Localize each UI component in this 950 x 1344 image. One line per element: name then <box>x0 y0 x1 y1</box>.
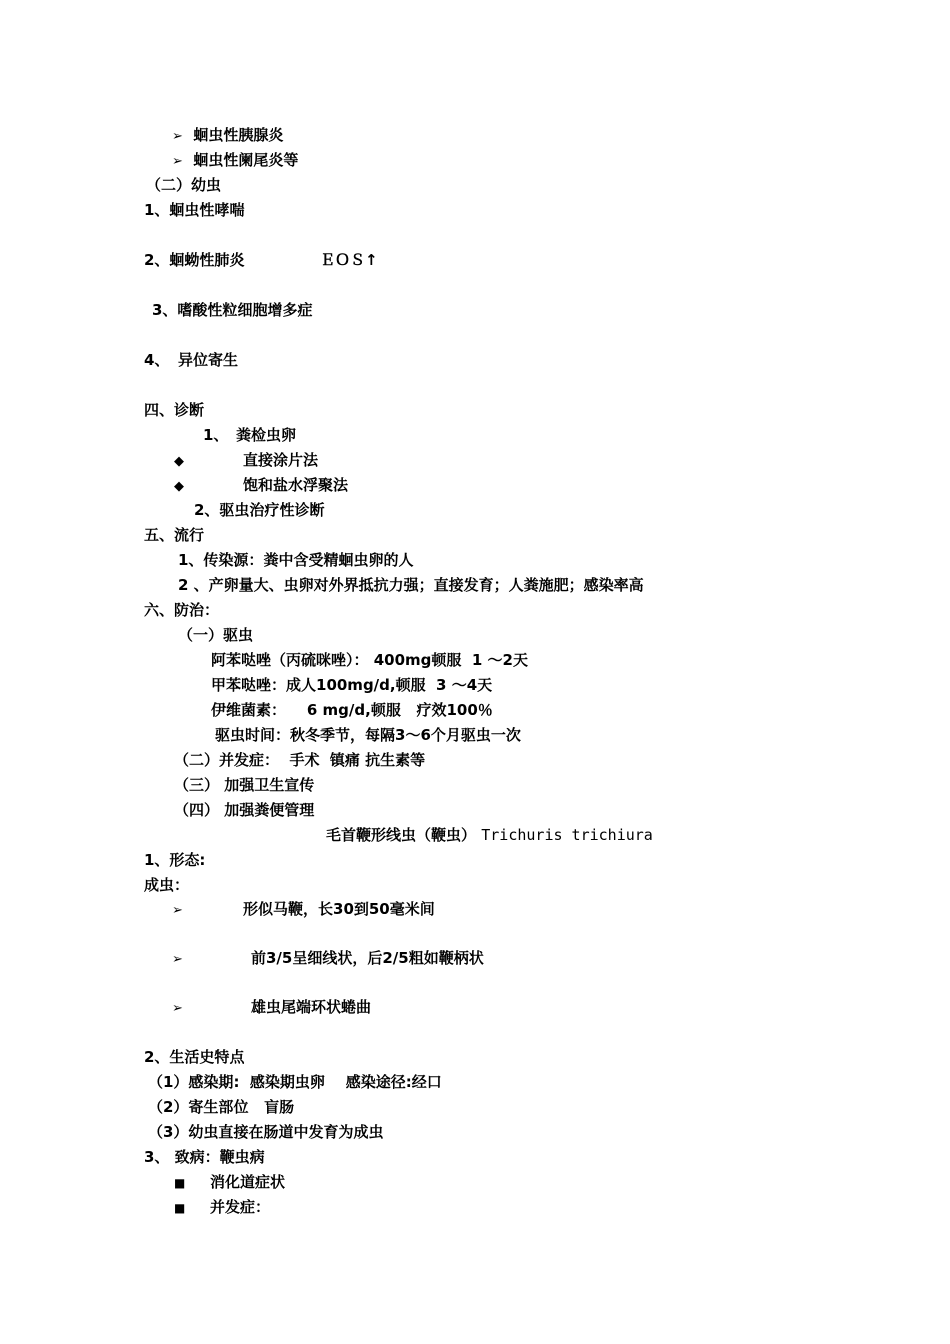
list-item: （3）幼虫直接在肠道中发育为成虫 <box>148 1123 384 1141</box>
subsection-heading: （一）驱虫 <box>178 626 254 644</box>
page-title <box>326 825 653 845</box>
list-item-text: 并发症： <box>210 1198 271 1216</box>
section-heading: 2、生活史特点 <box>144 1048 245 1066</box>
list-item-text: 消化道症状 <box>210 1173 286 1191</box>
list-item-text: 蛔虫性阑尾炎等 <box>193 151 299 169</box>
bullet-item <box>172 125 283 147</box>
title-chinese: 毛首鞭形线虫（鞭虫） <box>326 826 477 844</box>
list-item: 粪检虫卵 <box>236 426 297 444</box>
list-item-text: 雄虫尾端环状蜷曲 <box>251 998 372 1016</box>
list-item-text: 形似马鞭，长30到50毫米间 <box>243 900 435 918</box>
triangle-bullet-icon: ➢ <box>172 154 183 169</box>
square-bullet-icon: ■ <box>174 1176 186 1190</box>
triangle-bullet-icon: ➢ <box>172 1001 183 1016</box>
subsection-heading: （四） 加强粪便管理 <box>174 801 315 819</box>
list-item: 3、嗜酸性粒细胞增多症 <box>152 301 313 319</box>
bullet-item <box>172 899 183 921</box>
section-heading: 五、流行 <box>144 526 205 544</box>
bullet-item <box>172 948 183 970</box>
subsection-heading: 成虫： <box>144 876 190 894</box>
list-item-number: 1、 <box>203 426 229 444</box>
diamond-bullet-icon: ◆ <box>174 454 184 469</box>
bullet-item <box>174 1197 185 1218</box>
drug-item: 伊维菌素： 6 mg/d,顿服 疗效100％ <box>211 701 493 719</box>
drug-item: 驱虫时间：秋冬季节，每隔3～6个月驱虫一次 <box>215 726 521 744</box>
triangle-bullet-icon: ➢ <box>172 903 183 918</box>
square-bullet-icon: ■ <box>174 1201 186 1215</box>
section-heading: 3、 致病：鞭虫病 <box>144 1148 265 1166</box>
section-heading: 六、防治： <box>144 601 220 619</box>
list-item: 1、传染源：粪中含受精蛔虫卵的人 <box>178 551 414 569</box>
section-heading: 四、诊断 <box>144 401 205 419</box>
bullet-item <box>174 450 184 472</box>
triangle-bullet-icon: ➢ <box>172 129 183 144</box>
list-item: 2、驱虫治疗性诊断 <box>194 501 325 519</box>
diamond-bullet-icon: ◆ <box>174 479 184 494</box>
list-item-text: 蛔虫性胰腺炎 <box>193 126 284 144</box>
bullet-item <box>174 1172 185 1193</box>
section-heading: 1、形态: <box>144 851 206 869</box>
list-item-text: 饱和盐水浮聚法 <box>243 476 349 494</box>
subsection-heading: （三） 加强卫生宣传 <box>174 776 315 794</box>
list-item: 2 、产卵量大、虫卵对外界抵抗力强；直接发育；人粪施肥；感染率高 <box>178 576 644 594</box>
drug-item: 甲苯哒唑：成人100mg/d,顿服 3 ～4天 <box>211 676 493 694</box>
title-latin: Trichuris trichiura <box>481 826 653 844</box>
list-item-text: 前3/5呈细线状，后2/5粗如鞭柄状 <box>251 949 484 967</box>
section-heading: （二）幼虫 <box>146 176 222 194</box>
drug-item: 阿苯哒唑（丙硫咪唑）： 400mg顿服 1 ～2天 <box>211 651 528 669</box>
bullet-item <box>172 150 298 172</box>
triangle-bullet-icon: ➢ <box>172 952 183 967</box>
subsection-heading: （二）并发症： 手术 镇痛 抗生素等 <box>174 751 426 769</box>
list-item-number: 4、 <box>144 351 170 369</box>
list-item-text: 直接涂片法 <box>243 451 319 469</box>
list-item: 2、蛔蚴性肺炎 <box>144 251 245 269</box>
list-item: 1、蛔虫性哮喘 <box>144 201 245 219</box>
bullet-item <box>174 475 184 497</box>
list-item: （2）寄生部位 盲肠 <box>148 1098 295 1116</box>
bullet-item <box>172 997 183 1019</box>
list-item: 异位寄生 <box>178 351 239 369</box>
list-item: （1）感染期: 感染期虫卵 感染途径:经口 <box>148 1073 442 1091</box>
eos-label: ＥＯＳ↑ <box>320 251 378 269</box>
